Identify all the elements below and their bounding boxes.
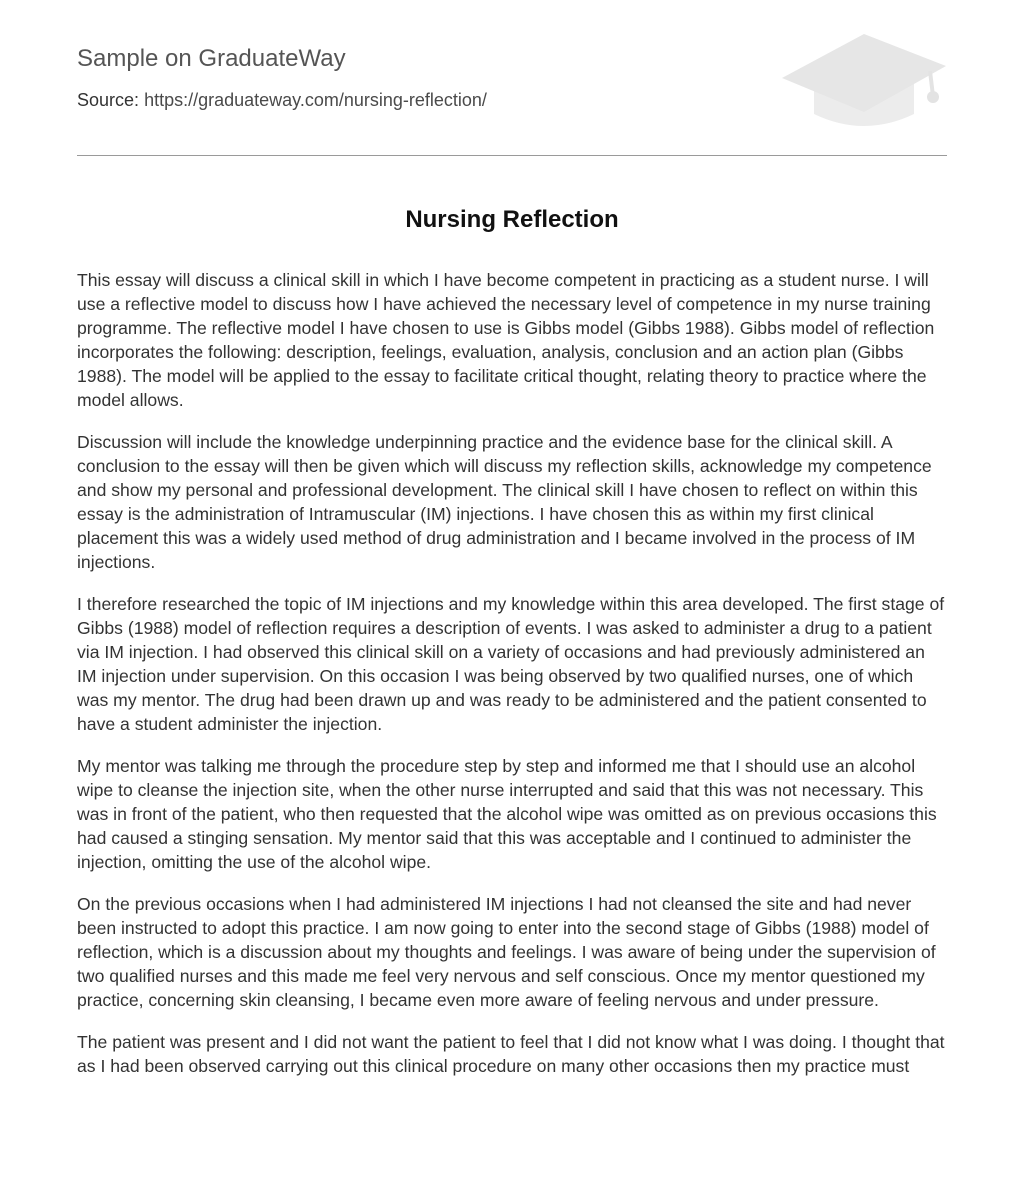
source-link[interactable]: https://graduateway.com/nursing-reflection/ — [144, 90, 487, 110]
paragraph: On the previous occasions when I had administered IM injections I had not cleansed the site and had never been instructed to adopt this practice. I am now going to enter into the second stage of Gibbs (1988) model of reflection, which is a discussion about my thoughts and feelings. I was aware of being under the supervision of two qualified nurses and this made me feel very nervous and self conscious. Once my mentor questioned my practice, concerning skin cleansing, I became even more aware of feeling nervous and under pressure. — [77, 894, 936, 1010]
graduation-cap-icon — [780, 30, 948, 134]
header-divider — [77, 155, 947, 156]
article-body — [77, 268, 949, 1096]
paragraph: I therefore researched the topic of IM injections and my knowledge within this area developed. The first stage of Gibbs (1988) model of reflection requires a description of events. I was asked to administer a drug to a patient via IM injection. I had observed this clinical skill on a variety of occasions and had previously administered an IM injection under supervision. On this occasion I was being observed by two qualified nurses, one of which was my mentor. The drug had been drawn up and was ready to be administered and the patient consented to have a student administer the injection. — [77, 594, 945, 734]
site-title: Sample on GraduateWay — [77, 45, 346, 72]
paragraph: Discussion will include the knowledge underpinning practice and the evidence base for the clinical skill. A conclusion to the essay will then be given which will discuss my reflection skills, acknowledge my competence and show my personal and professional development. The clinical skill I have chosen to reflect on within this essay is the administration of Intramuscular (IM) injections. I have chosen this as within my first clinical placement this was a widely used method of drug administration and I became involved in the process of IM injections. — [77, 432, 932, 572]
source-line — [77, 89, 487, 111]
paragraph: The patient was present and I did not want the patient to feel that I did not know what I was doing. I thought that as I had been observed carrying out this clinical procedure on many other occasions then my practice must — [77, 1032, 945, 1076]
paragraph: This essay will discuss a clinical skill in which I have become competent in practicing as a student nurse. I will use a reflective model to discuss how I have achieved the necessary level of competence in my nurse training programme. The reflective model I have chosen to use is Gibbs model (Gibbs 1988). Gibbs model of reflection incorporates the following: description, feelings, evaluation, analysis, conclusion and an action plan (Gibbs 1988). The model will be applied to the essay to facilitate critical thought, relating theory to practice where the model allows. — [77, 270, 935, 410]
page-header — [77, 0, 947, 156]
document-title: Nursing Reflection — [405, 206, 619, 233]
paragraph: My mentor was talking me through the procedure step by step and informed me that I should use an alcohol wipe to cleanse the injection site, when the other nurse interrupted and said that this was not necessary. This was in front of the patient, who then requested that the alcohol wipe was omitted as on previous occasions this had caused a stinging sensation. My mentor said that this was acceptable and I continued to administer the injection, omitting the use of the alcohol wipe. — [77, 756, 937, 872]
source-label: Source: — [77, 90, 140, 110]
